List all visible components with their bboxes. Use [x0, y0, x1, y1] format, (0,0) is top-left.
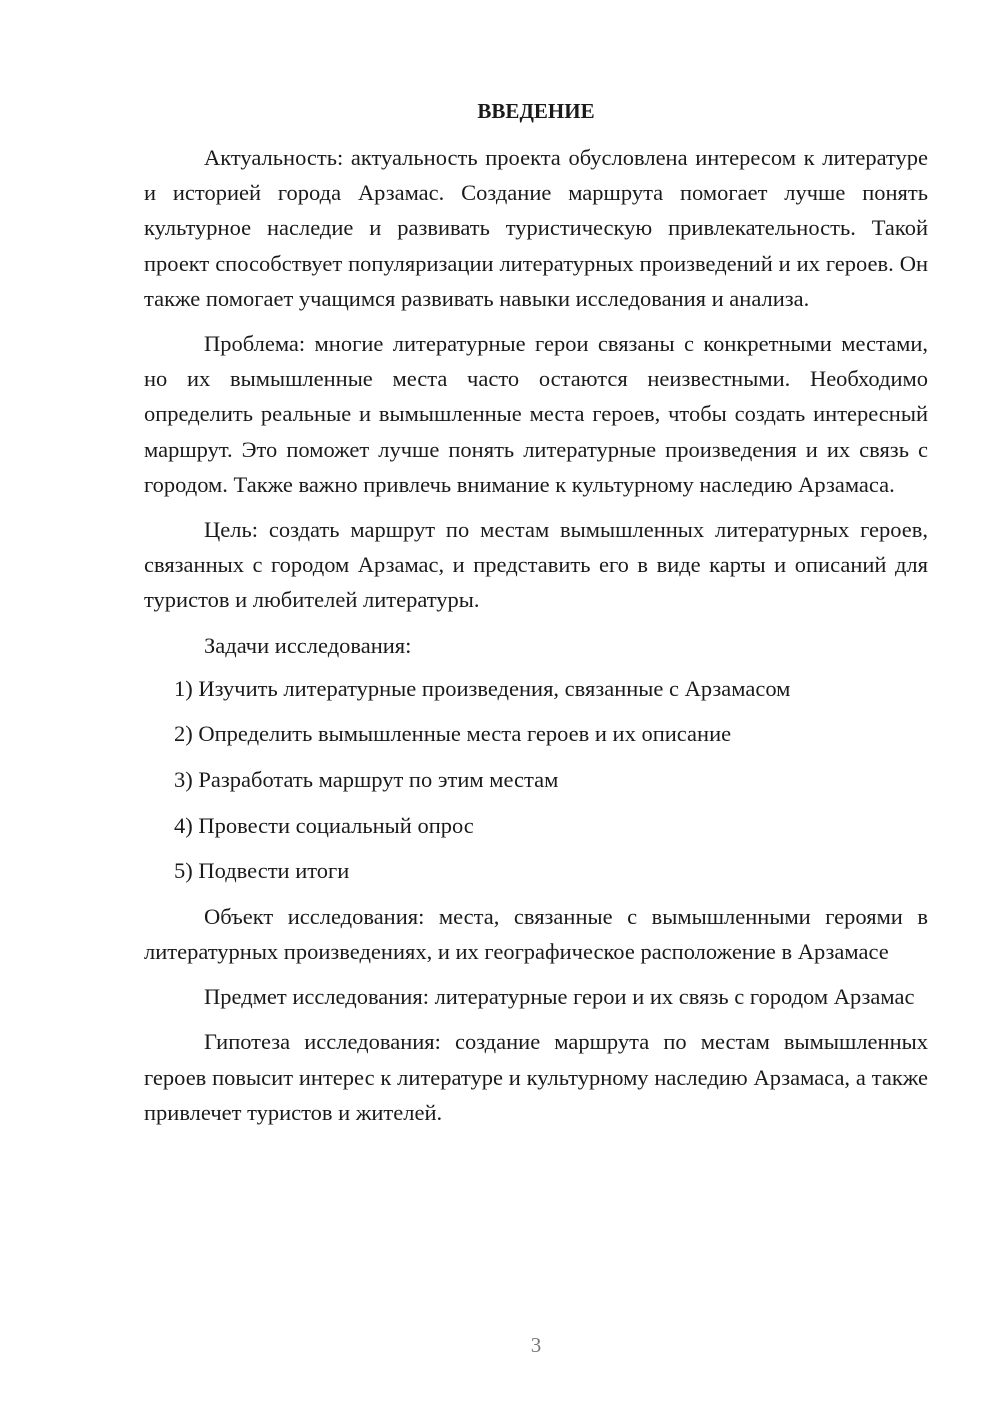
task-item: 4) Провести социальный опрос — [174, 812, 474, 838]
hypothesis-paragraph: Гипотеза исследования: создание маршрута по местам вымышленных героев повысит интерес к литературе и культурному наследию Арзамаса, а также привлечет туристов и жителей. — [144, 1029, 928, 1125]
task-item: 3) Разработать маршрут по этим местам — [174, 767, 559, 793]
tasks-list — [144, 671, 928, 888]
subject-paragraph: Предмет исследования: литературные герои и их связь с городом Арзамас — [204, 984, 915, 1010]
task-item: 2) Определить вымышленные места героев и их описание — [174, 721, 732, 747]
tasks-heading: Задачи исследования: — [204, 632, 412, 658]
goal-paragraph: Цель: создать маршрут по местам вымышленных литературных героев, связанных с городом Арзамас, и представить его в виде карты и описаний для туристов и любителей литературы. — [144, 517, 928, 613]
relevance-paragraph: Актуальность: актуальность проекта обусловлена интересом к литературе и историей города Арзамас. Создание маршрута помогает лучше понять культурное наследие и развивать туристическую привлекательность. Такой проект способствует популяризации литературных произведений и их героев. Он также помогает учащимся развивать навыки исследования и анализа. — [144, 145, 928, 311]
object-paragraph: Объект исследования: места, связанные с вымышленными героями в литературных произведениях, и их географическое расположение в Арзамасе — [144, 903, 928, 965]
page-content — [144, 94, 928, 1140]
page-number: 3 — [530, 1333, 542, 1357]
problem-paragraph: Проблема: многие литературные герои связаны с конкретными местами, но их вымышленные места часто остаются неизвестными. Необходимо определить реальные и вымышленные места героев, чтобы создать интересный маршрут. Это поможет лучше понять литературные произведения и их связь с городом. Также важно привлечь внимание к культурному наследию Арзамаса. — [144, 331, 928, 497]
page-title: ВВЕДЕНИЕ — [477, 99, 595, 123]
task-item: 5) Подвести итоги — [174, 858, 350, 884]
task-item: 1) Изучить литературные произведения, связанные с Арзамасом — [174, 675, 791, 701]
